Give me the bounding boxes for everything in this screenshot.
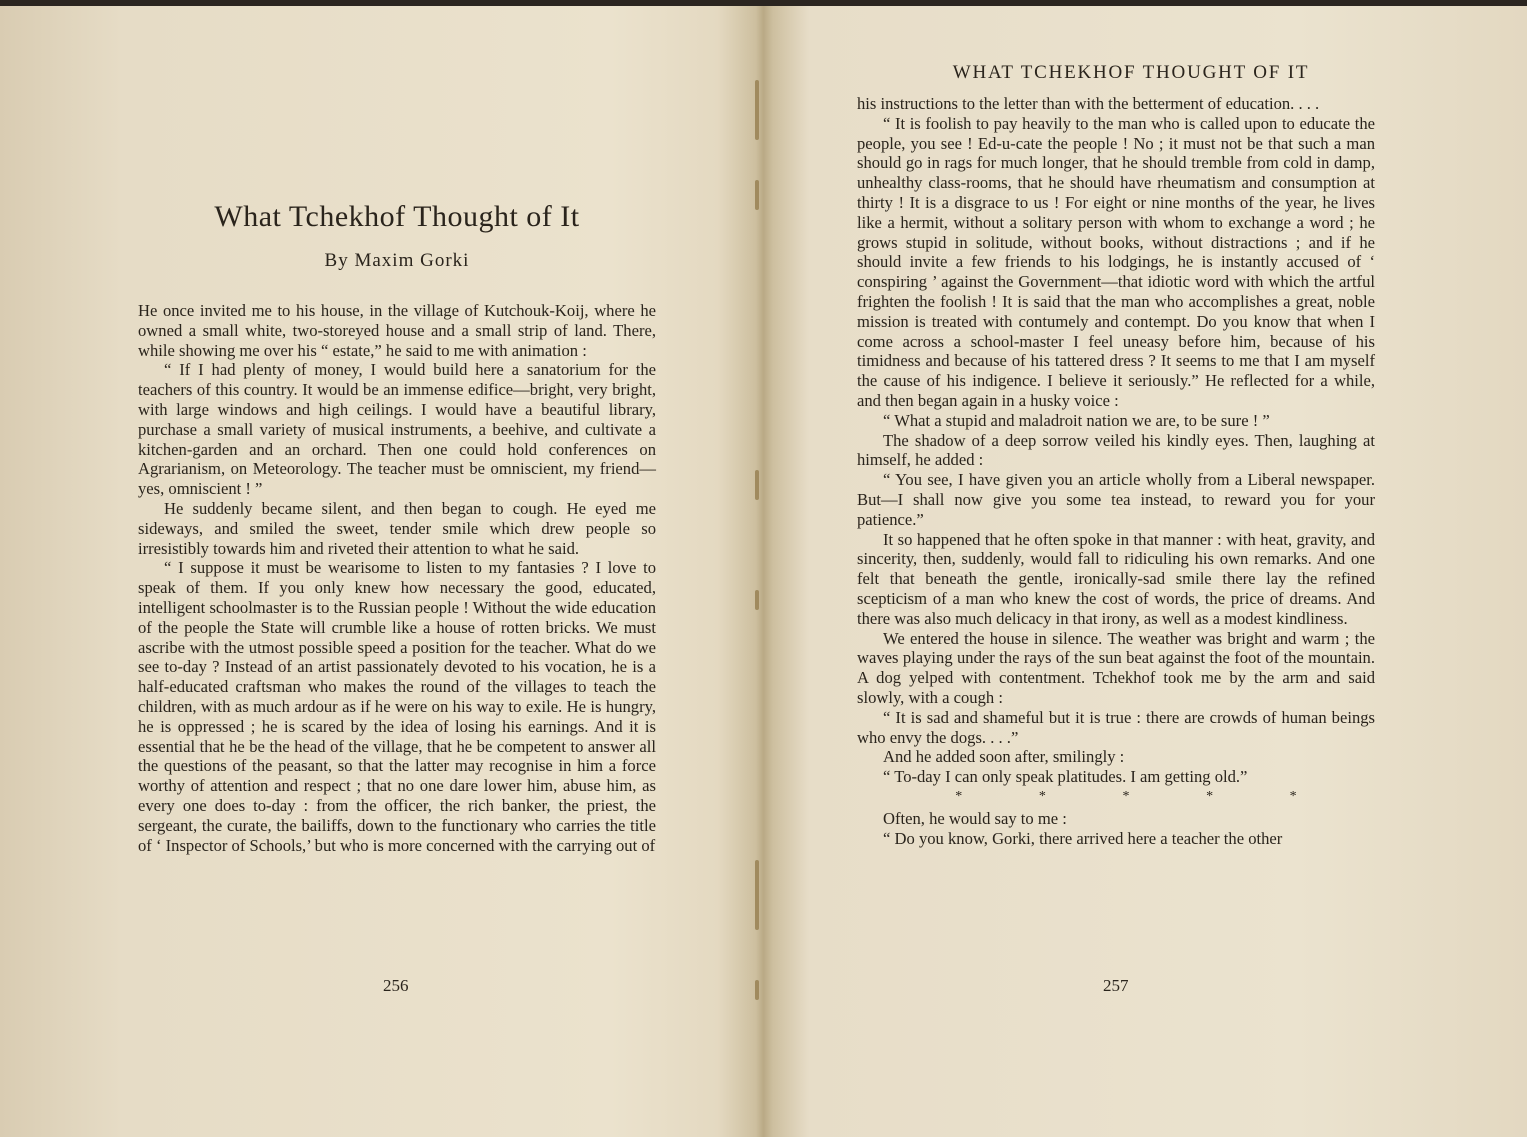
paragraph: He suddenly became silent, and then began to cough. He eyed me sideways, and smiled the sweet, tender smile which drew people so irresistibly towards him and riveted their attention to what he said.	[138, 498, 656, 558]
paragraph: “ What a stupid and maladroit nation we are, to be sure ! ”	[883, 410, 1270, 430]
paragraph: “ To-day I can only speak platitudes. I am getting old.”	[883, 767, 1248, 787]
paragraph: And he added soon after, smilingly :	[883, 747, 1125, 767]
right-page	[857, 62, 1375, 848]
book-top-edge	[0, 0, 1527, 6]
paragraph: We entered the house in silence. The weather was bright and warm ; the waves playing under the rays of the sun beat against the foot of the mountain. A dog yelped with contentment. Tchekhof took me by the arm and said slowly, with a cough :	[857, 628, 1375, 707]
paragraph: The shadow of a deep sorrow veiled his kindly eyes. Then, laughing at himself, he added :	[857, 430, 1375, 470]
paragraph: “ I suppose it must be wearisome to listen to my fantasies ? I love to speak of them. If you only knew how necessary the good, educated, intelligent schoolmaster is to the Russian people ! Without the wide education of the people the State will crumble like a house of rotten bricks. We must ascribe with the utmost possible speed a position for the teacher. What do we see to-day ? Instead of an artist passionately devoted to his vocation, he is a half-educated craftsman who makes the round of the villages to teach the children, with as much ardour as if he were on his way to exile. He is hungry, he is oppressed ; he is scared by the idea of losing his earnings. And it is essential that he be the head of the village, that he be competent to answer all the questions of the peasant, so that the latter may recognise in him a force worthy of attention and respect ; that no one dare lower him, abuse him, as every one does to-day : from the officer, the rich banker, the priest, the sergeant, the curate, the bailiffs, down to the functionary who carries the title of ‘ Inspector of Schools,’ but who is more concerned with the carrying out of	[138, 558, 656, 855]
separator-asterisk: *	[1289, 788, 1297, 804]
paragraph: his instructions to the letter than with the betterment of education. . . .	[857, 94, 1320, 113]
page-number-right: 257	[1103, 976, 1129, 995]
page-number-left: 256	[383, 976, 409, 995]
separator-asterisk: *	[1038, 788, 1046, 804]
paragraph: “ You see, I have given you an article wholly from a Liberal newspaper. But—I shall now give you some tea instead, to reward you for your patience.”	[857, 470, 1375, 529]
article-byline: By Maxim Gorki	[324, 250, 470, 271]
paragraph: “ Do you know, Gorki, there arrived here a teacher the other	[883, 828, 1283, 848]
paragraph: “ It is sad and shameful but it is true : there are crowds of human beings who envy the dogs. . . .”	[857, 707, 1375, 747]
running-head: WHAT TCHEKHOF THOUGHT OF IT	[952, 62, 1310, 83]
paragraph: “ It is foolish to pay heavily to the man who is called upon to educate the people, you see ! Ed-u-cate the people ! No ; it must not be that such a man should go in rags for much longer, that he should tremble from cold in damp, unhealthy class-rooms, that he should have rheumatism and consumption at thirty ! It is a disgrace to us ! For eight or nine months of the year, he lives like a hermit, without a solitary person with whom to exchange a word ; he grows stupid in solitude, without books, without distractions ; and if he should invite a few friends to his lodgings, he is instantly accused of ‘ conspiring ’ against the Government—that idiotic word with which the artful frighten the foolish ! It is said that the man who accomplishes a great, noble mission is treated with contumely and contempt. Do you know that when I come across a school-master I feel uneasy before him, because of his timidness and because of his tattered dress ? It seems to me that I am myself the cause of his indigence. I believe it seriously.” He reflected for a while, and then began again in a husky voice :	[857, 113, 1375, 410]
paragraph: He once invited me to his house, in the village of Kutchouk-Koij, where he owned a small white, two-storeyed house and a small strip of land. There, while showing me over his “ estate,” he said to me with animation :	[138, 301, 656, 360]
paragraph: Often, he would say to me :	[883, 808, 1067, 828]
paragraph: It so happened that he often spoke in that manner : with heat, gravity, and sincerity, then, suddenly, would fall to ridiculing his own remarks. And one felt that beneath the gentle, ironically-sad smile there lay the refined scepticism of a man who knew the cost of words, the price of dreams. And there was also much delicacy in that irony, as well as a modest kindliness.	[857, 529, 1375, 628]
article-title: What Tchekhof Thought of It	[214, 200, 580, 233]
right-page-body	[857, 94, 1375, 848]
separator-asterisk: *	[1122, 788, 1130, 804]
section-separator	[857, 789, 1375, 805]
left-page	[138, 200, 656, 855]
separator-asterisk: *	[1206, 788, 1214, 804]
paragraph: “ If I had plenty of money, I would build here a sanatorium for the teachers of this country. It would be an immense edifice—bright, very bright, with large windows and high ceilings. I would have a beautiful library, purchase a small variety of musical instruments, a beehive, and cultivate a kitchen-garden and an orchard. Then one could hold conferences on Agrarianism, on Meteorology. The teacher must be omniscient, my friend—yes, omniscient ! ”	[138, 360, 656, 499]
left-page-body	[138, 301, 656, 855]
spine-binding-thread	[755, 70, 761, 1000]
separator-asterisk: *	[955, 788, 963, 804]
